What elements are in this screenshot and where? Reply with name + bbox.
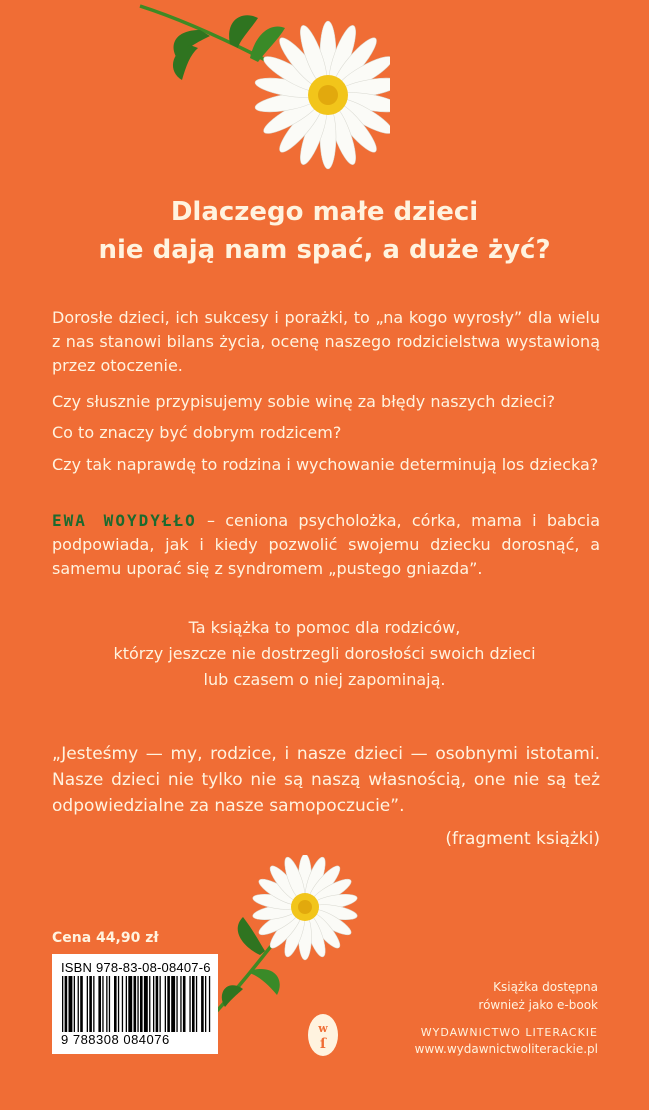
barcode-bar <box>126 976 127 1032</box>
barcode-bar <box>189 976 190 1032</box>
barcode-bar <box>89 976 92 1032</box>
ebook-line1: Książka dostępna <box>493 980 598 994</box>
publisher-name: WYDAWNICTWO LITERACKIE <box>420 1026 598 1039</box>
barcode-bar <box>165 976 166 1032</box>
barcode-bar <box>153 976 154 1032</box>
headline-line1: Dlaczego małe dzieci <box>170 197 479 227</box>
intro-paragraph: Dorosłe dzieci, ich sukcesy i porażki, to „na kogo wyrosły” dla wielu z nas stanowi bilans życia, ocenę naszego rodzicielstwa wystawioną przez otoczenie. <box>52 308 600 375</box>
barcode-digits: 9 788308 084076 <box>61 1032 170 1047</box>
barcode-bar <box>201 976 204 1032</box>
question-1: Czy słusznie przypisujemy sobie winę za błędy naszych dzieci? <box>52 392 556 411</box>
headline-line2: nie dają nam spać, a duże żyć? <box>98 235 551 265</box>
barcode-bar <box>196 976 197 1032</box>
wl-logo-icon <box>303 1010 343 1060</box>
barcode-bar <box>118 976 119 1032</box>
barcode-bar <box>205 976 206 1032</box>
barcode-bar <box>114 976 117 1032</box>
barcode-bar <box>149 976 150 1032</box>
svg-text:ſ: ſ <box>319 1036 327 1052</box>
barcode-bar <box>183 976 186 1032</box>
barcode-bar <box>137 976 138 1032</box>
barcode-bar <box>78 976 79 1032</box>
barcode-bar <box>209 976 210 1032</box>
barcode-bar <box>171 976 175 1032</box>
question-3: Czy tak naprawdę to rodzina i wychowanie determinują los dziecka? <box>52 455 599 474</box>
author-name: EWA WOYDYŁŁO <box>52 511 197 530</box>
headline <box>0 193 649 269</box>
promo-line3: lub czasem o niej zapominają. <box>203 670 446 689</box>
barcode-bar <box>106 976 107 1032</box>
promo-text <box>0 615 649 693</box>
barcode-bar <box>93 976 94 1032</box>
barcode-bar <box>144 976 148 1032</box>
ebook-line2: również jako e-book <box>478 998 598 1012</box>
isbn-text: ISBN 978-83-08-08407-6 <box>61 960 211 975</box>
barcode-bar <box>134 976 137 1032</box>
barcode-bar <box>167 976 170 1032</box>
barcode-bar <box>74 976 75 1032</box>
svg-text:w: w <box>318 1022 328 1035</box>
question-2: Co to znaczy być dobrym rodzicem? <box>52 423 342 442</box>
price-label: Cena 44,90 zł <box>52 930 159 946</box>
author-description: – ceniona psycholożka, córka, mama i babcia podpowiada, jak i kiedy pozwolić swojemu dziecku dorosnąć, a samemu uporać się z syndromem „pustego gniazda”. <box>52 511 601 578</box>
fragment-label: (fragment książki) <box>445 829 600 849</box>
daisy-top-icon <box>130 0 390 175</box>
barcode-bar <box>156 976 159 1032</box>
barcode-bar <box>98 976 101 1032</box>
barcode-bar <box>109 976 110 1032</box>
barcode-bar <box>128 976 132 1032</box>
barcode-bar <box>160 976 161 1032</box>
barcode-bar <box>62 976 63 1032</box>
barcode-bar <box>65 976 68 1032</box>
barcode-bar <box>80 976 83 1032</box>
barcode-bar <box>122 976 123 1032</box>
barcode-bar <box>180 976 181 1032</box>
ebook-note <box>430 978 598 1014</box>
publisher-website: www.wydawnictwoliterackie.pl <box>414 1042 598 1056</box>
book-quote: „Jesteśmy — my, rodzice, i nasze dzieci — osobnymi istotami. Nasze dzieci nie tylko nie są naszą własnością, one nie są też odpowiedzialne za nasze samopoczucie”. <box>52 744 600 816</box>
barcode-bar <box>192 976 195 1032</box>
promo-line2: którzy jeszcze nie dostrzegli dorosłości swoich dzieci <box>113 644 536 663</box>
daisy-bottom-icon <box>205 855 375 1020</box>
barcode-bar <box>102 976 103 1032</box>
barcode-bar <box>69 976 73 1032</box>
promo-line1: Ta książka to pomoc dla rodziców, <box>188 618 461 637</box>
barcode-bar <box>176 976 177 1032</box>
barcode-bar <box>140 976 143 1032</box>
author-paragraph <box>52 509 600 581</box>
barcode-bar <box>87 976 88 1032</box>
